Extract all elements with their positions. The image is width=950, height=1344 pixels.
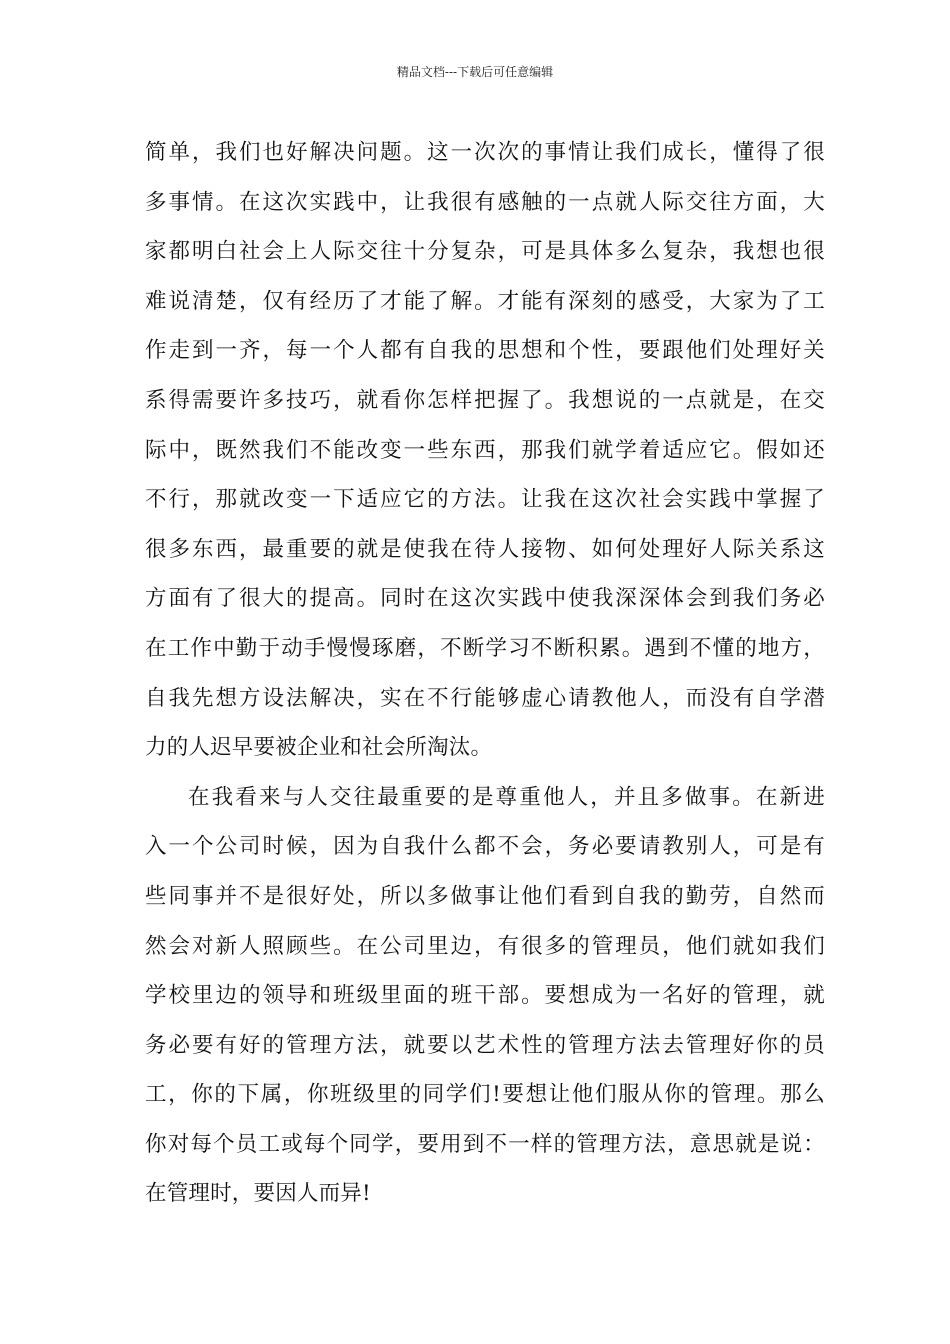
paragraph-1 [145,128,825,773]
text-line: 你对每个员工或每个同学，要用到不一样的管理方法，意思就是说： [145,1131,825,1157]
text-line: 务必要有好的管理方法，就要以艺术性的管理方法去管理好你的员 [145,1032,825,1058]
text-line: 家都明白社会上人际交往十分复杂，可是具体多么复杂，我想也很 [145,239,825,265]
text-line: 在管理时，要因人而异! [145,1181,371,1207]
text-line: 系得需要许多技巧，就看你怎样把握了。我想说的一点就是，在交 [145,387,825,413]
text-line: 然会对新人照顾些。在公司里边，有很多的管理员，他们就如我们 [145,933,825,959]
text-line: 些同事并不是很好处，所以多做事让他们看到自我的勤劳，自然而 [145,883,825,909]
text-line: 难说清楚，仅有经历了才能了解。才能有深刻的感受，大家为了工 [145,288,825,314]
text-line: 工，你的下属，你班级里的同学们!要想让他们服从你的管理。那么 [145,1082,825,1108]
text-line: 力的人迟早要被企业和社会所淘汰。 [145,735,493,761]
paragraph-2 [145,773,825,1219]
text-line: 在我看来与人交往最重要的是尊重他人，并且多做事。在新进 [188,784,825,810]
text-line: 不行，那就改变一下适应它的方法。让我在这次社会实践中掌握了 [145,487,825,513]
text-line: 多事情。在这次实践中，让我很有感触的一点就人际交往方面，大 [145,189,825,215]
text-line: 作走到一齐，每一个人都有自我的思想和个性，要跟他们处理好关 [145,338,825,364]
page-header: 精品文档---下载后可任意编辑 [396,65,554,79]
text-line: 在工作中勤于动手慢慢琢磨，不断学习不断积累。遇到不懂的地方， [145,635,825,661]
text-line: 际中，既然我们不能改变一些东西，那我们就学着适应它。假如还 [145,437,825,463]
text-line: 方面有了很大的提高。同时在这次实践中使我深深体会到我们务必 [145,586,825,612]
text-line: 入一个公司时候，因为自我什么都不会，务必要请教别人，可是有 [145,834,825,860]
text-line: 学校里边的领导和班级里面的班干部。要想成为一名好的管理，就 [145,983,825,1009]
text-line: 自我先想方设法解决，实在不行能够虚心请教他人，而没有自学潜 [145,685,825,711]
text-line: 简单，我们也好解决问题。这一次次的事情让我们成长，懂得了很 [145,140,825,165]
document-body [145,128,825,1219]
text-line: 很多东西，最重要的就是使我在待人接物、如何处理好人际关系这 [145,536,825,562]
